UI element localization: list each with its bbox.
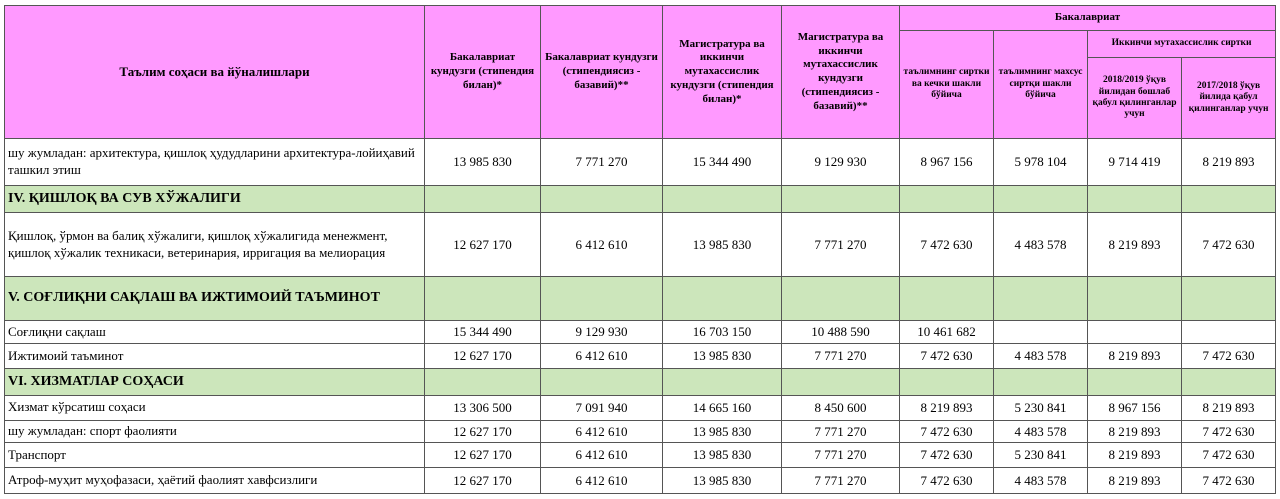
row-label: Хизмат кўрсатиш соҳаси bbox=[5, 395, 425, 420]
cell: 13 985 830 bbox=[663, 443, 782, 468]
cell: 9 714 419 bbox=[1088, 139, 1182, 186]
cell: 7 771 270 bbox=[782, 443, 900, 468]
table-row bbox=[5, 139, 1276, 186]
header-bak-group: Бакалавриат bbox=[900, 6, 1276, 31]
header-col2: Бакалавриат кундузги (стипендиясиз - базавий)** bbox=[541, 6, 663, 139]
header-in2017: 2017/2018 ўқув йилида қабул қилинганлар учун bbox=[1182, 58, 1276, 139]
row-label: Қишлоқ, ўрмон ва балиқ хўжалиги, қишлоқ хўжалигида менежмент, қишлоқ хўжалик техникаси, ветеринария, ирригация ва мелиорация bbox=[5, 213, 425, 277]
cell: 7 771 270 bbox=[541, 139, 663, 186]
table-row bbox=[5, 213, 1276, 277]
cell: 8 219 893 bbox=[1182, 395, 1276, 420]
cell: 13 985 830 bbox=[663, 420, 782, 443]
cell bbox=[994, 320, 1088, 344]
cell: 7 472 630 bbox=[1182, 443, 1276, 468]
table-row bbox=[5, 344, 1276, 369]
cell: 6 412 610 bbox=[541, 213, 663, 277]
cell: 7 472 630 bbox=[900, 213, 994, 277]
cell: 10 488 590 bbox=[782, 320, 900, 344]
cell: 7 472 630 bbox=[1182, 213, 1276, 277]
cell: 6 412 610 bbox=[541, 443, 663, 468]
cell: 7 472 630 bbox=[1182, 468, 1276, 494]
header-second-group: Иккинчи мутахассислик сиртки bbox=[1088, 31, 1276, 58]
tuition-table bbox=[4, 5, 1276, 494]
cell: 13 985 830 bbox=[663, 468, 782, 494]
cell: 8 219 893 bbox=[1088, 420, 1182, 443]
cell: 8 450 600 bbox=[782, 395, 900, 420]
cell: 5 230 841 bbox=[994, 395, 1088, 420]
section-title: IV. ҚИШЛОҚ ВА СУВ ХЎЖАЛИГИ bbox=[5, 186, 425, 213]
section-row bbox=[5, 277, 1276, 320]
cell: 7 771 270 bbox=[782, 420, 900, 443]
cell: 7 472 630 bbox=[900, 443, 994, 468]
cell: 6 412 610 bbox=[541, 344, 663, 369]
cell: 7 472 630 bbox=[1182, 420, 1276, 443]
cell: 6 412 610 bbox=[541, 468, 663, 494]
cell: 7 771 270 bbox=[782, 213, 900, 277]
cell: 8 219 893 bbox=[1088, 468, 1182, 494]
table-row bbox=[5, 320, 1276, 344]
cell: 8 219 893 bbox=[1088, 344, 1182, 369]
cell: 16 703 150 bbox=[663, 320, 782, 344]
cell: 8 219 893 bbox=[1088, 213, 1182, 277]
cell: 13 985 830 bbox=[663, 213, 782, 277]
cell: 12 627 170 bbox=[425, 344, 541, 369]
cell: 7 091 940 bbox=[541, 395, 663, 420]
header-from2018: 2018/2019 ўқув йилидан бошлаб қабул қилинганлар учун bbox=[1088, 58, 1182, 139]
header-col3: Магистратура ва иккинчи мутахассислик кундузги (стипендия билан)* bbox=[663, 6, 782, 139]
row-label: шу жумладан: спорт фаолияти bbox=[5, 420, 425, 443]
cell: 6 412 610 bbox=[541, 420, 663, 443]
row-label: Соғлиқни сақлаш bbox=[5, 320, 425, 344]
cell: 7 472 630 bbox=[900, 420, 994, 443]
cell: 9 129 930 bbox=[541, 320, 663, 344]
table-row bbox=[5, 420, 1276, 443]
cell: 8 967 156 bbox=[900, 139, 994, 186]
section-title: VI. ХИЗМАТЛАР СОҲАСИ bbox=[5, 369, 425, 396]
cell: 8 219 893 bbox=[1088, 443, 1182, 468]
section-row bbox=[5, 186, 1276, 213]
cell: 12 627 170 bbox=[425, 468, 541, 494]
cell: 4 483 578 bbox=[994, 213, 1088, 277]
cell: 12 627 170 bbox=[425, 213, 541, 277]
cell: 4 483 578 bbox=[994, 468, 1088, 494]
header-col1: Бакалавриат кундузги (стипендия билан)* bbox=[425, 6, 541, 139]
cell: 10 461 682 bbox=[900, 320, 994, 344]
cell: 7 472 630 bbox=[900, 468, 994, 494]
cell: 15 344 490 bbox=[425, 320, 541, 344]
cell: 15 344 490 bbox=[663, 139, 782, 186]
header-field: Таълим соҳаси ва йўналишлари bbox=[5, 6, 425, 139]
cell: 13 985 830 bbox=[663, 344, 782, 369]
cell: 9 129 930 bbox=[782, 139, 900, 186]
cell: 12 627 170 bbox=[425, 420, 541, 443]
cell: 7 472 630 bbox=[1182, 344, 1276, 369]
cell: 8 967 156 bbox=[1088, 395, 1182, 420]
cell: 5 978 104 bbox=[994, 139, 1088, 186]
cell: 7 472 630 bbox=[900, 344, 994, 369]
cell: 5 230 841 bbox=[994, 443, 1088, 468]
cell: 7 771 270 bbox=[782, 344, 900, 369]
cell: 4 483 578 bbox=[994, 420, 1088, 443]
cell: 13 985 830 bbox=[425, 139, 541, 186]
header-col4: Магистратура ва иккинчи мутахассислик кундузги (стипендиясиз - базавий)** bbox=[782, 6, 900, 139]
cell bbox=[1088, 320, 1182, 344]
cell: 14 665 160 bbox=[663, 395, 782, 420]
table-row bbox=[5, 395, 1276, 420]
cell: 8 219 893 bbox=[1182, 139, 1276, 186]
cell: 13 306 500 bbox=[425, 395, 541, 420]
row-label: Атроф-муҳит муҳофазаси, ҳаётий фаолият хавфсизлиги bbox=[5, 468, 425, 494]
header-special: таълимнинг махсус сиртқи шакли бўйича bbox=[994, 31, 1088, 139]
cell: 7 771 270 bbox=[782, 468, 900, 494]
row-label: шу жумладан: архитектура, қишлоқ ҳудудларини архитектура-лойиҳавий ташкил этиш bbox=[5, 139, 425, 186]
section-row bbox=[5, 369, 1276, 396]
cell bbox=[1182, 320, 1276, 344]
table-row bbox=[5, 443, 1276, 468]
section-title: V. СОҒЛИҚНИ САҚЛАШ ВА ИЖТИМОИЙ ТАЪМИНОТ bbox=[5, 277, 425, 320]
cell: 12 627 170 bbox=[425, 443, 541, 468]
cell: 4 483 578 bbox=[994, 344, 1088, 369]
table-row bbox=[5, 468, 1276, 494]
header-evening: таълимнинг сиртки ва кечки шакли бўйича bbox=[900, 31, 994, 139]
row-label: Ижтимоий таъминот bbox=[5, 344, 425, 369]
row-label: Транспорт bbox=[5, 443, 425, 468]
cell: 8 219 893 bbox=[900, 395, 994, 420]
